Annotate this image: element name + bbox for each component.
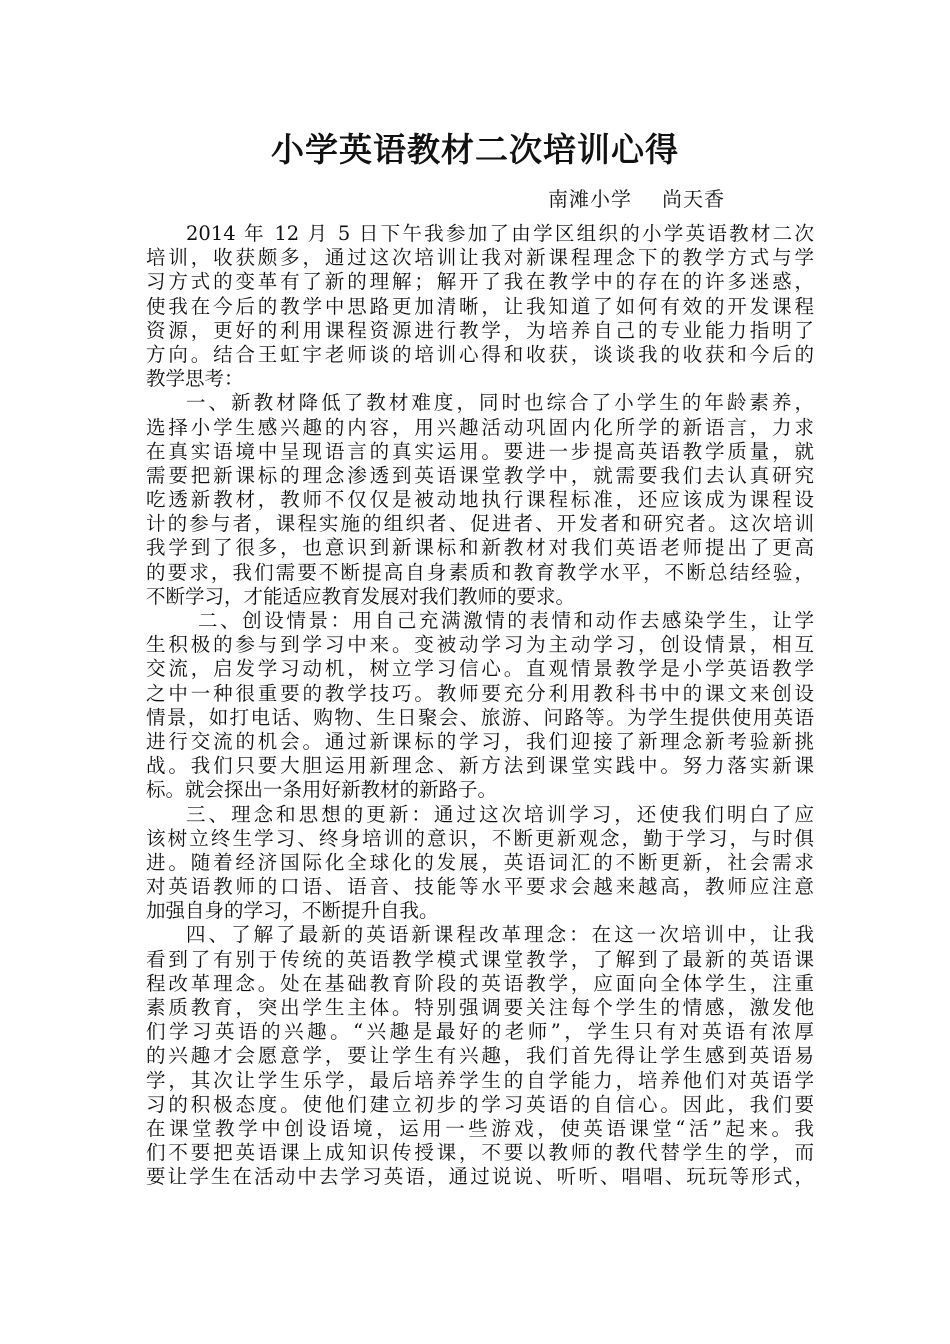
text-line: 使我在今后的教学中思路更加清晰，让我知道了如何有效的开发课程 — [146, 294, 814, 318]
text-line: 的要求，我们需要不断提高自身素质和教育教学水平，不断总结经验， — [146, 560, 814, 584]
text-line: 加强自身的学习，不断提升自我。 — [146, 899, 439, 923]
document-body — [146, 222, 814, 1190]
text-line: 的兴趣才会愿意学，要让学生有兴趣，我们首先得让学生感到英语易 — [146, 1044, 814, 1068]
text-line: 三、理念和思想的更新：通过这次培训学习，还使我们明白了应 — [186, 802, 814, 826]
text-line: 程改革理念。处在基础教育阶段的英语教学，应面向全体学生，注重 — [146, 971, 814, 995]
document-title: 小学英语教材二次培训心得 — [271, 130, 679, 169]
text-line: 进行交流的机会。通过新课标的学习，我们迎接了新理念新考验新挑 — [146, 729, 814, 753]
text-line: 学，其次让学生乐学，最后培养学生的自学能力，培养他们对英语学 — [146, 1068, 814, 1092]
text-line: 在真实语境中呈现语言的真实运用。要进一步提高英语教学质量，就 — [146, 439, 814, 463]
text-line: 们学习英语的兴趣。“兴趣是最好的老师”，学生只有对英语有浓厚 — [146, 1020, 814, 1044]
text-line: 培训，收获颇多，通过这次培训让我对新课程理念下的教学方式与学 — [146, 246, 814, 270]
text-line: 在课堂教学中创设语境，运用一些游戏，使英语课堂“活”起来。我 — [146, 1116, 814, 1140]
text-line: 生积极的参与到学习中来。变被动学习为主动学习，创设情景，相互 — [146, 633, 814, 657]
text-line: 素质教育，突出学生主体。特别强调要关注每个学生的情感，激发他 — [146, 996, 814, 1019]
text-line: 我学到了很多，也意识到新课标和新教材对我们英语老师提出了更高 — [146, 536, 814, 560]
text-line: 教学思考： — [146, 367, 244, 391]
text-line: 2014 年 12 月 5 日下午我参加了由学区组织的小学英语教材二次 — [186, 222, 814, 245]
text-line: 标。就会探出一条用好新教材的新路子。 — [146, 778, 498, 802]
text-line: 看到了有别于传统的英语教学模式课堂教学，了解到了最新的英语课 — [146, 947, 814, 971]
text-line: 需要把新课标的理念渗透到英语课堂教学中，就需要我们去认真研究 — [146, 463, 814, 487]
text-line: 之中一种很重要的教学技巧。教师要充分利用教科书中的课文来创设 — [146, 681, 814, 705]
text-line: 交流，启发学习动机，树立学习信心。直观情景教学是小学英语教学 — [146, 657, 814, 681]
text-line: 吃透新教材，教师不仅仅是被动地执行课程标准，还应该成为课程设 — [146, 488, 814, 512]
text-line: 对英语教师的口语、语音、技能等水平要求会越来越高，教师应注意 — [146, 875, 814, 899]
text-line: 情景，如打电话、购物、生日聚会、旅游、问路等。为学生提供使用英语 — [146, 705, 814, 729]
text-line: 不断学习，才能适应教育发展对我们教师的要求。 — [146, 584, 576, 608]
text-line: 习的积极态度。使他们建立初步的学习英语的自信心。因此，我们要 — [146, 1092, 814, 1116]
text-line: 计的参与者，课程实施的组织者、促进者、开发者和研究者。这次培训 — [146, 512, 814, 536]
text-line: 要让学生在活动中去学习英语，通过说说、听听、唱唱、玩玩等形式， — [146, 1165, 814, 1189]
text-line: 战。我们只要大胆运用新理念、新方法到课堂实践中。努力落实新课 — [146, 754, 814, 778]
text-line: 习方式的变革有了新的理解；解开了我在教学中的存在的许多迷惑， — [146, 270, 814, 294]
author-school: 南滩小学 — [548, 187, 632, 211]
text-line: 一、新教材降低了教材难度，同时也综合了小学生的年龄素养， — [186, 391, 814, 415]
author-name: 尚天香 — [662, 187, 725, 211]
text-line: 资源，更好的利用课程资源进行教学，为培养自己的专业能力指明了 — [146, 318, 814, 342]
text-line: 该树立终生学习、终身培训的意识，不断更新观念，勤于学习，与时俱 — [146, 826, 814, 850]
text-line: 进。随着经济国际化全球化的发展，英语词汇的不断更新，社会需求 — [146, 850, 814, 874]
text-line: 四、了解了最新的英语新课程改革理念：在这一次培训中，让我 — [186, 923, 814, 947]
author-line — [548, 184, 725, 214]
text-line: 二、创设情景：用自己充满激情的表情和动作去感染学生，让学 — [198, 609, 814, 632]
text-line: 们不要把英语课上成知识传授课，不要以教师的教代替学生的学，而 — [146, 1141, 814, 1165]
text-line: 选择小学生感兴趣的内容，用兴趣活动巩固内化所学的新语言，力求 — [146, 415, 814, 439]
text-line: 方向。结合王虹宇老师谈的培训心得和收获，谈谈我的收获和今后的 — [146, 342, 814, 366]
